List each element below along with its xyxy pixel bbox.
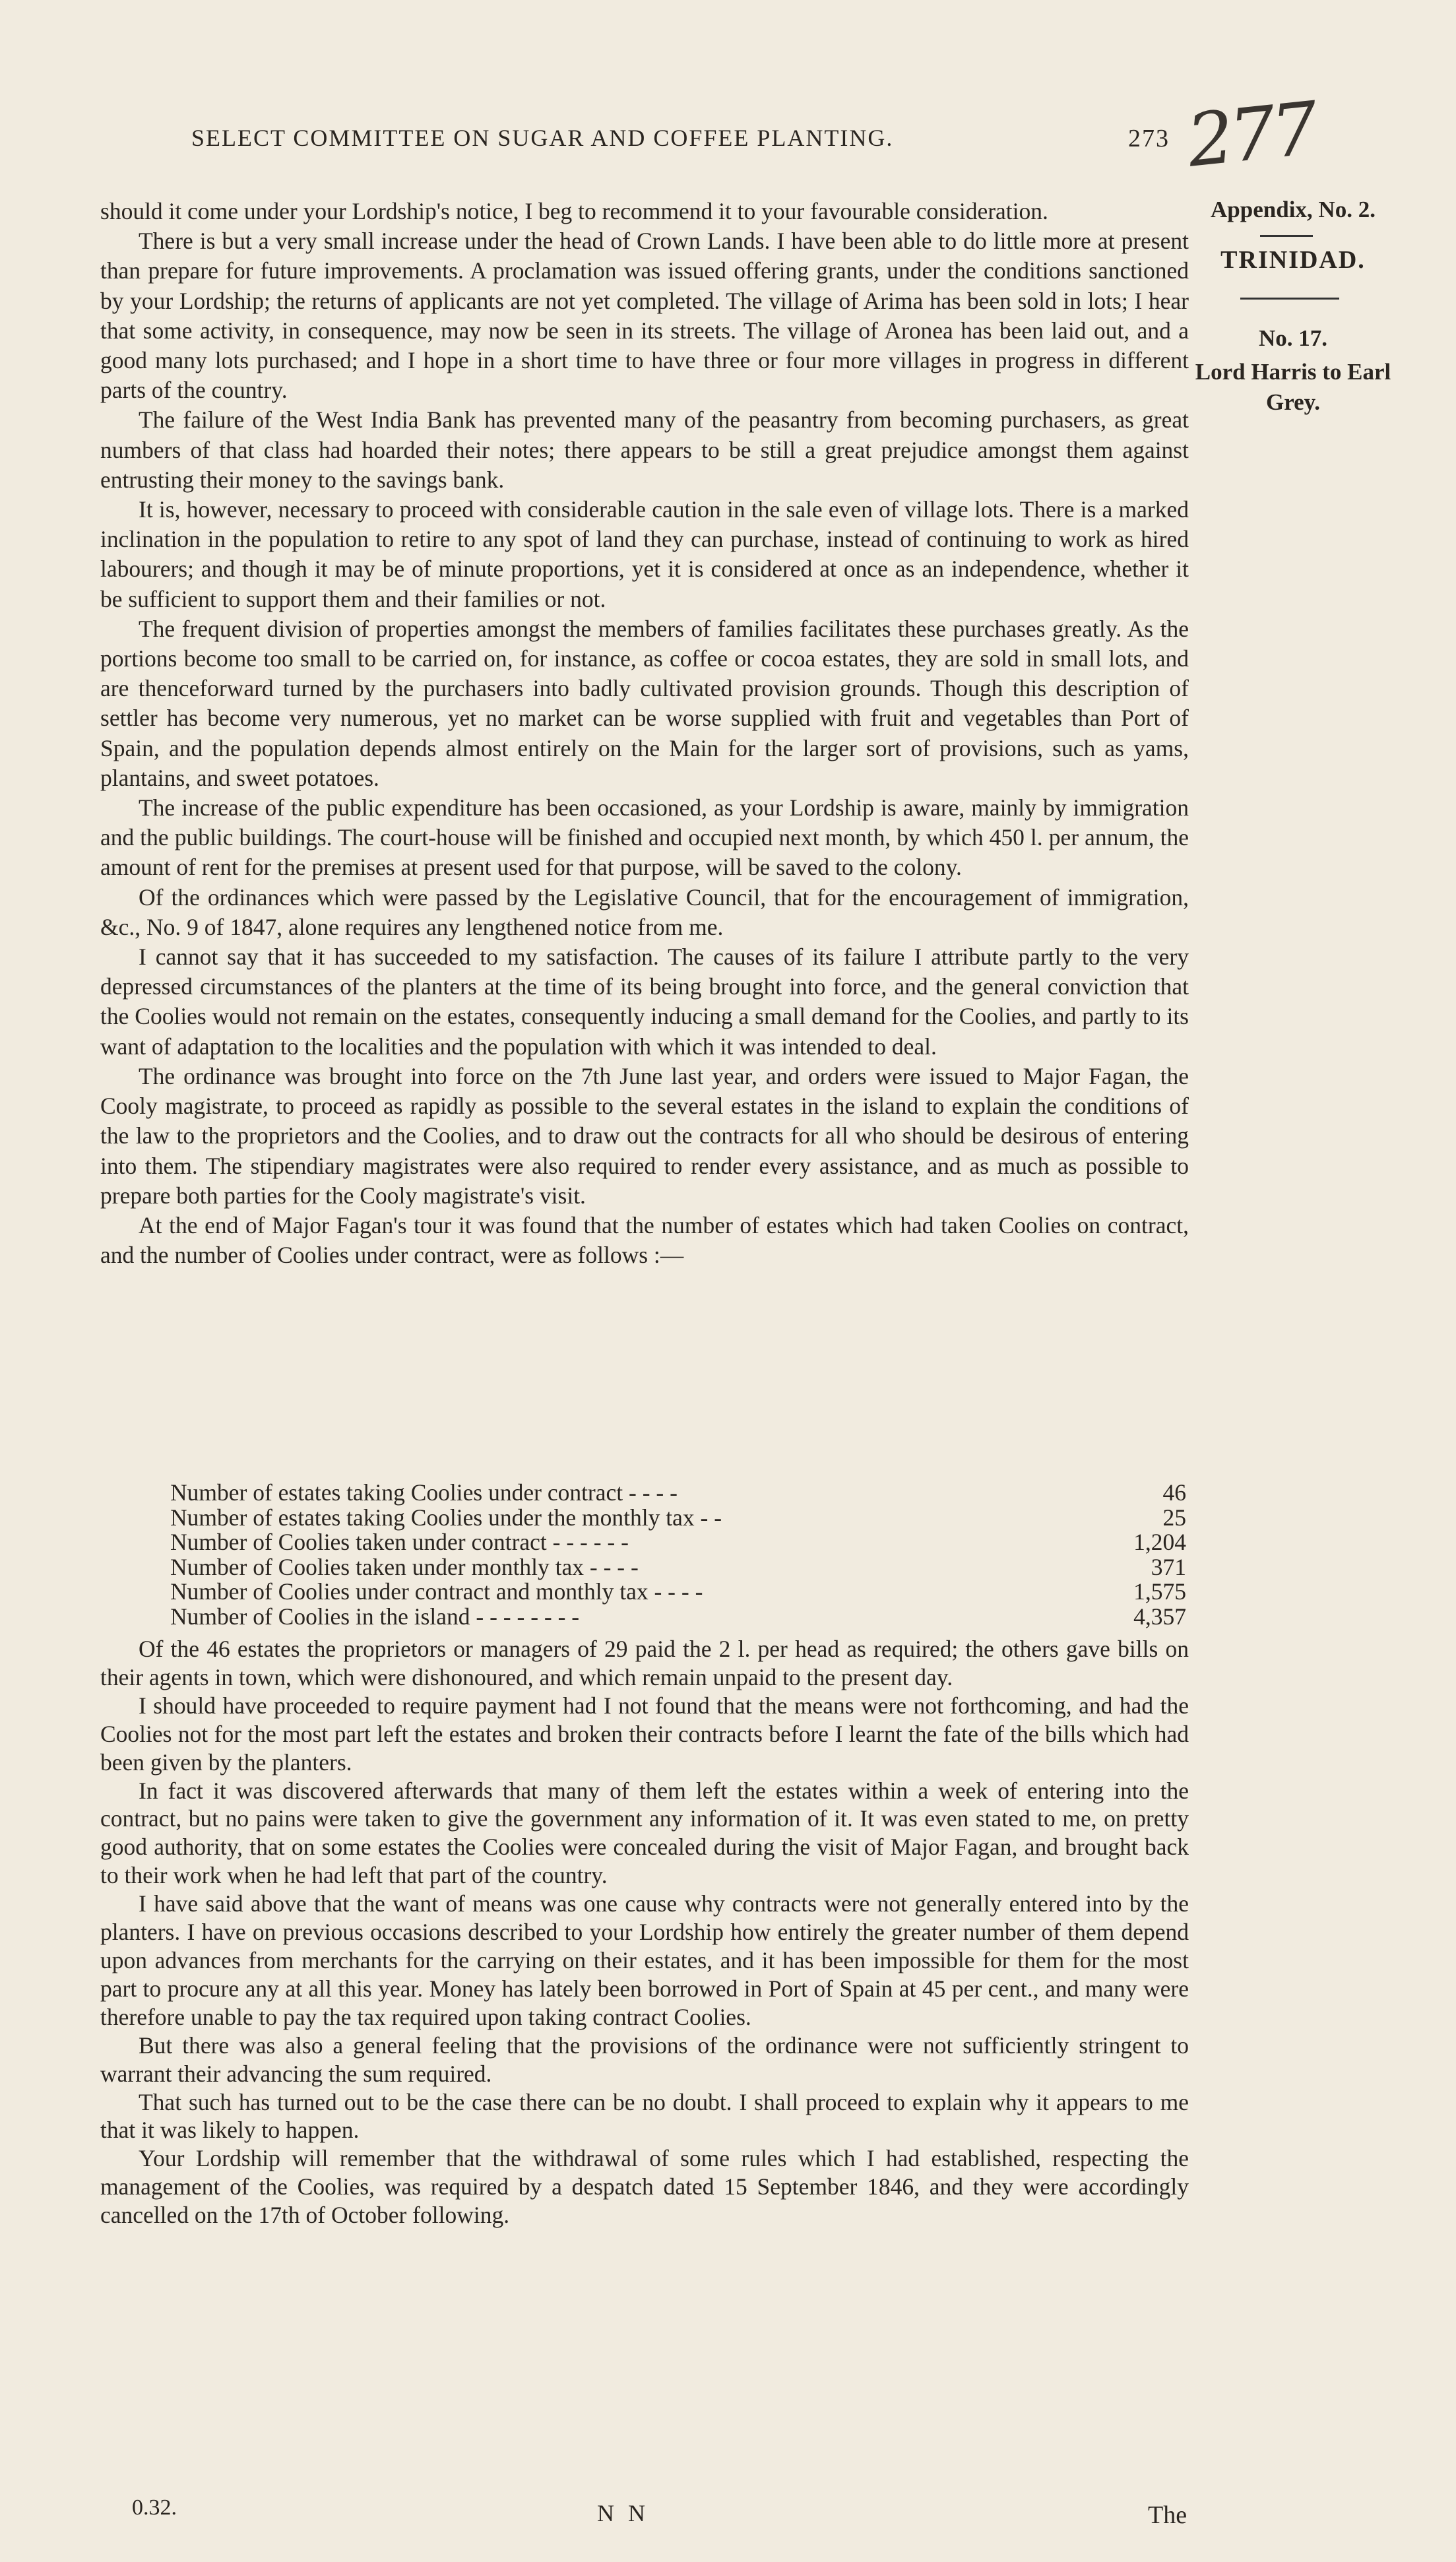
paragraph: Of the ordinances which were passed by the Legislative Council, that for the encouragement of immigration, &c., No. 9 of 1847, alone requires any lengthened notice from me. xyxy=(100,883,1189,940)
table-row xyxy=(170,1481,1186,1506)
table-row-value: 4,357 xyxy=(1133,1603,1186,1630)
table-row-label: Number of Coolies taken under contract - - - - - - xyxy=(170,1529,629,1555)
table-row-value: 1,575 xyxy=(1133,1578,1186,1605)
running-title: SELECT COMMITTEE ON SUGAR AND COFFEE PLANTING. xyxy=(191,125,894,151)
paragraph: should it come under your Lordship's notice, I beg to recommend it to your favourable consideration. xyxy=(100,198,1048,224)
paragraph: It is, however, necessary to proceed with considerable caution in the sale even of village lots. There is a marked inclination in the population to retire to any spot of land they can purchase, instead of continuing to work as hired labourers; and though it may be of minute proportions, yet it is considered at once as an independence, whether it be sufficient to support them and their families or not. xyxy=(100,496,1189,612)
handwritten-folio-number: 277 xyxy=(1183,86,1319,183)
margin-colony: TRINIDAD. xyxy=(1220,246,1366,274)
body-text-lower xyxy=(100,1635,1189,2229)
table-row-label: Number of Coolies taken under monthly tax - - - - xyxy=(170,1553,639,1580)
paragraph: At the end of Major Fagan's tour it was found that the number of estates which had taken Coolies on contract, and the number of Coolies under contract, were as follows :— xyxy=(100,1211,1189,1269)
sheet-mark: N N xyxy=(597,2500,649,2526)
paragraph: There is but a very small increase under the head of Crown Lands. I have been able to do little more at present than prepare for future improvements. A proclamation was issued offering grants, under the conditions sanctioned by your Lordship; the returns of applicants are not yet completed. The village of Arima has been sold in lots; I hear that some activity, in consequence, may now be seen in its streets. The village of Aronea has been laid out, and a good many lots purchased; and I hope in a short time to have three or four more villages in progress in different parts of the country. xyxy=(100,228,1189,404)
paragraph: Your Lordship will remember that the withdrawal of some rules which I had established, respecting the management of the Coolies, was required by a despatch dated 15 September 1846, and they were accordingly cancelled on the 17th of October following. xyxy=(100,2145,1189,2229)
margin-rule xyxy=(1260,235,1313,237)
table-row-value: 371 xyxy=(1151,1553,1186,1580)
paragraph: But there was also a general feeling that the provisions of the ordinance were not sufficiently stringent to warrant their advancing the sum required. xyxy=(100,2032,1189,2087)
paragraph: In fact it was discovered afterwards that many of them left the estates within a week of entering into the contract, but no pains were taken to give the government any information of it. It was even stated to me, on pretty good authority, that on some estates the Coolies were concealed during the visit of Major Fagan, and brought back to their work when he had left that part of the country. xyxy=(100,1777,1189,1889)
paragraph: Of the 46 estates the proprietors or managers of 29 paid the 2 l. per head as required; the others gave bills on their agents in town, which were dishonoured, and which remain unpaid to the present day. xyxy=(100,1636,1189,1690)
table-row-value: 25 xyxy=(1162,1504,1186,1531)
body-text-upper xyxy=(100,197,1189,1270)
table-row-value: 46 xyxy=(1162,1479,1186,1506)
coolies-table xyxy=(170,1481,1186,1629)
catchword: The xyxy=(1148,2501,1187,2529)
paragraph: That such has turned out to be the case there can be no doubt. I shall proceed to explain why it appears to me that it was likely to happen. xyxy=(100,2088,1189,2144)
table-row xyxy=(170,1555,1186,1580)
margin-doc-no: No. 17. xyxy=(1258,325,1328,351)
table-row xyxy=(170,1605,1186,1630)
paragraph: I have said above that the want of means was one cause why contracts were not generally entered into by the planters. I have on previous occasions described to your Lordship how entirely the greater number of them depend upon advances from merchants for the carrying on their estates, and it has been impossible for them for the most part to procure any at all this year. Money has lately been borrowed in Port of Spain at 45 per cent., and many were therefore unable to pay the tax required upon taking contract Coolies. xyxy=(100,1890,1189,2030)
margin-appendix: Appendix, No. 2. xyxy=(1211,197,1376,222)
table-row-label: Number of estates taking Coolies under the monthly tax - - xyxy=(170,1504,722,1531)
margin-from-to: Lord Harris to Earl Grey. xyxy=(1195,359,1391,415)
paragraph: I should have proceeded to require payment had I not found that the means were not forthcoming, and had the Coolies not for the most part left the estates and broken their contracts before I learnt the fate of the bills which had been given by the planters. xyxy=(100,1692,1189,1776)
table-row xyxy=(170,1580,1186,1605)
paragraph: The increase of the public expenditure has been occasioned, as your Lordship is aware, mainly by immigration and the public buildings. The court-house will be finished and occupied next month, by which 450 l. per annum, the amount of rent for the premises at present used for that purpose, will be saved to the colony. xyxy=(100,794,1189,881)
table-row-label: Number of Coolies under contract and monthly tax - - - - xyxy=(170,1578,703,1605)
table-row xyxy=(170,1530,1186,1555)
page-number: 273 xyxy=(1128,125,1170,152)
table-row-label: Number of Coolies in the island - - - - - - - - xyxy=(170,1603,580,1630)
paragraph: The frequent division of properties amongst the members of families facilitates these purchases greatly. As the portions become too small to be carried on, for instance, as coffee or cocoa estates, they are sold in small lots, and are thenceforward turned by the purchasers into badly cultivated provision grounds. Though this description of settler has become very numerous, yet no market can be worse supplied with fruit and vegetables than Port of Spain, and the population depends almost entirely on the Main for the larger sort of provisions, such as yams, plantains, and sweet potatoes. xyxy=(100,615,1189,791)
paragraph: The ordinance was brought into force on the 7th June last year, and orders were issued to Major Fagan, the Cooly magistrate, to proceed as rapidly as possible to the several estates in the island to explain the conditions of the law to the proprietors and the Coolies, and to draw out the contracts for all who should be desirous of entering into them. The stipendiary magistrates were also required to render every assistance, and as much as possible to prepare both parties for the Cooly magistrate's visit. xyxy=(100,1062,1189,1209)
signature-mark: 0.32. xyxy=(132,2495,177,2520)
table-row-label: Number of estates taking Coolies under contract - - - - xyxy=(170,1479,678,1506)
paragraph: The failure of the West India Bank has prevented many of the peasantry from becoming purchasers, as great numbers of that class had hoarded their notes; there appears to be still a great prejudice amongst them against entrusting their money to the savings bank. xyxy=(100,406,1189,493)
table-row-value: 1,204 xyxy=(1133,1529,1186,1555)
table-row xyxy=(170,1506,1186,1531)
margin-rule xyxy=(1240,298,1339,300)
paragraph: I cannot say that it has succeeded to my satisfaction. The causes of its failure I attribute partly to the very depressed circumstances of the planters at the time of its being brought into force, and the general conviction that the Coolies would not remain on the estates, consequently inducing a small demand for the Coolies, and partly to its want of adaptation to the localities and the population with which it was intended to deal. xyxy=(100,944,1189,1060)
